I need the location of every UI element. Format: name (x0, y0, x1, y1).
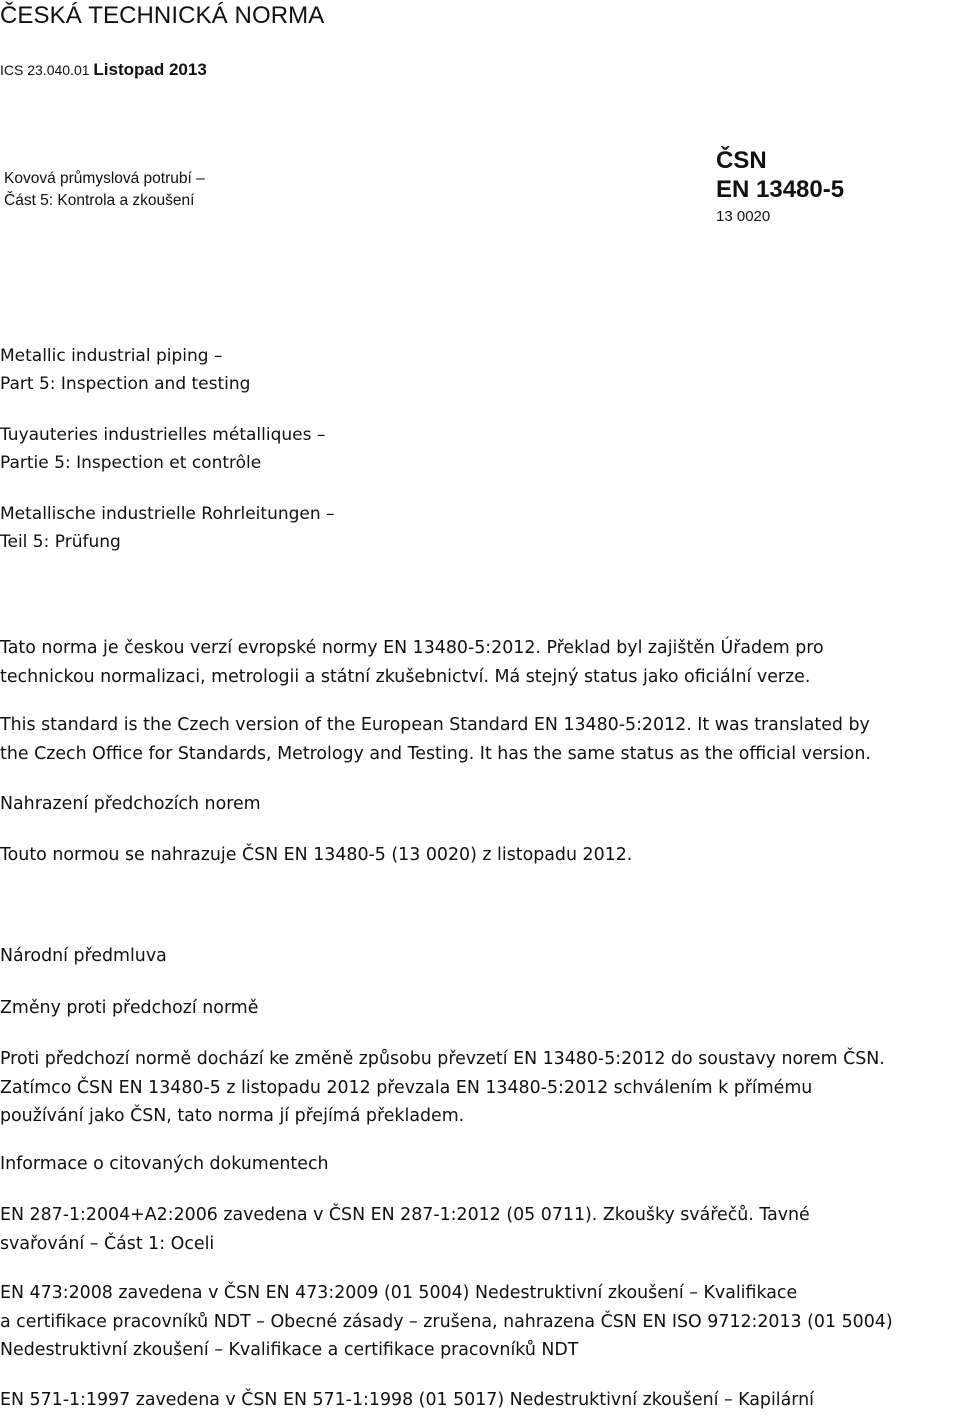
paragraph-line: EN 473:2008 zavedena v ČSN EN 473:2009 (01 5004) Nedestruktivní zkoušení – Kvalifikace (0, 1283, 798, 1303)
issue-date: Listopad 2013 (93, 60, 207, 79)
paragraph-line: technickou normalizaci, metrologii a státní zkušebnictví. Má stejný status jako oficiální verze. (0, 666, 811, 687)
paragraph-line: Nedestruktivní zkoušení – Kvalifikace a certifikace pracovníků NDT (0, 1340, 579, 1360)
document-title: ČESKÁ TECHNICKÁ NORMA (0, 2, 325, 29)
cited-document-entry (0, 1201, 958, 1258)
cited-document-entry (0, 1386, 958, 1415)
french-title-line-1: Tuyauteries industrielles métalliques – (0, 425, 326, 445)
national-foreword-heading: Národní předmluva (0, 946, 167, 966)
standard-designation (716, 146, 844, 228)
designation-prefix: ČSN (716, 147, 767, 174)
english-title-line-2: Part 5: Inspection and testing (0, 374, 251, 394)
paragraph-line: Zatímco ČSN EN 13480-5 z listopadu 2012 převzala EN 13480-5:2012 schválením k přímému (0, 1077, 813, 1098)
designation-number: EN 13480-5 (716, 176, 845, 203)
paragraph-line: This standard is the Czech version of the European Standard EN 13480-5:2012. It was translated by (0, 715, 870, 735)
german-title (0, 500, 335, 556)
replacement-paragraph: Touto normou se nahrazuje ČSN EN 13480-5 (13 0020) z listopadu 2012. (0, 845, 633, 865)
french-title-line-2: Partie 5: Inspection et contrôle (0, 453, 262, 473)
changes-paragraph (0, 1045, 958, 1131)
paragraph-line: EN 571-1:1997 zavedena v ČSN EN 571-1:1998 (01 5017) Nedestruktivní zkoušení – Kapilární (0, 1390, 814, 1410)
cited-document-entry (0, 1279, 958, 1365)
classification-number: 13 0020 (716, 208, 771, 225)
english-title-line-1: Metallic industrial piping – (0, 346, 223, 366)
paragraph-line: the Czech Office for Standards, Metrology and Testing. It has the same status as the official version. (0, 743, 871, 764)
paragraph-line: a certifikace pracovníků NDT – Obecné zásady – zrušena, nahrazena ČSN EN ISO 9712:2013 (01 5004) (0, 1311, 893, 1332)
german-title-line-2: Teil 5: Prüfung (0, 532, 121, 552)
paragraph-line: EN 287-1:2004+A2:2006 zavedena v ČSN EN 287-1:2012 (05 0711). Zkoušky svářečů. Tavné (0, 1205, 810, 1225)
ics-line (0, 60, 207, 80)
czech-title-line-1: Kovová průmyslová potrubí – (4, 170, 205, 187)
german-title-line-1: Metallische industrielle Rohrleitungen – (0, 504, 335, 524)
french-title (0, 421, 325, 477)
ics-code: ICS 23.040.01 (0, 62, 90, 78)
czech-title-line-2: Část 5: Kontrola a zkoušení (4, 192, 195, 209)
paragraph-line: používání jako ČSN, tato norma jí přejímá překladem. (0, 1106, 465, 1126)
paragraph-line: Proti předchozí normě dochází ke změně způsobu převzetí EN 13480-5:2012 do soustavy norem ČSN. (0, 1049, 885, 1069)
changes-heading: Změny proti předchozí normě (0, 998, 259, 1018)
paragraph-line: svařování – Část 1: Oceli (0, 1233, 215, 1254)
cited-documents-heading: Informace o citovaných dokumentech (0, 1154, 329, 1174)
english-title (0, 342, 250, 398)
paragraph-line: Tato norma je českou verzí evropské normy EN 13480-5:2012. Překlad byl zajištěn Úřadem pro (0, 638, 824, 658)
replacement-heading: Nahrazení předchozích norem (0, 794, 261, 814)
czech-status-paragraph (0, 634, 958, 691)
czech-title (4, 168, 205, 212)
english-status-paragraph (0, 711, 958, 768)
